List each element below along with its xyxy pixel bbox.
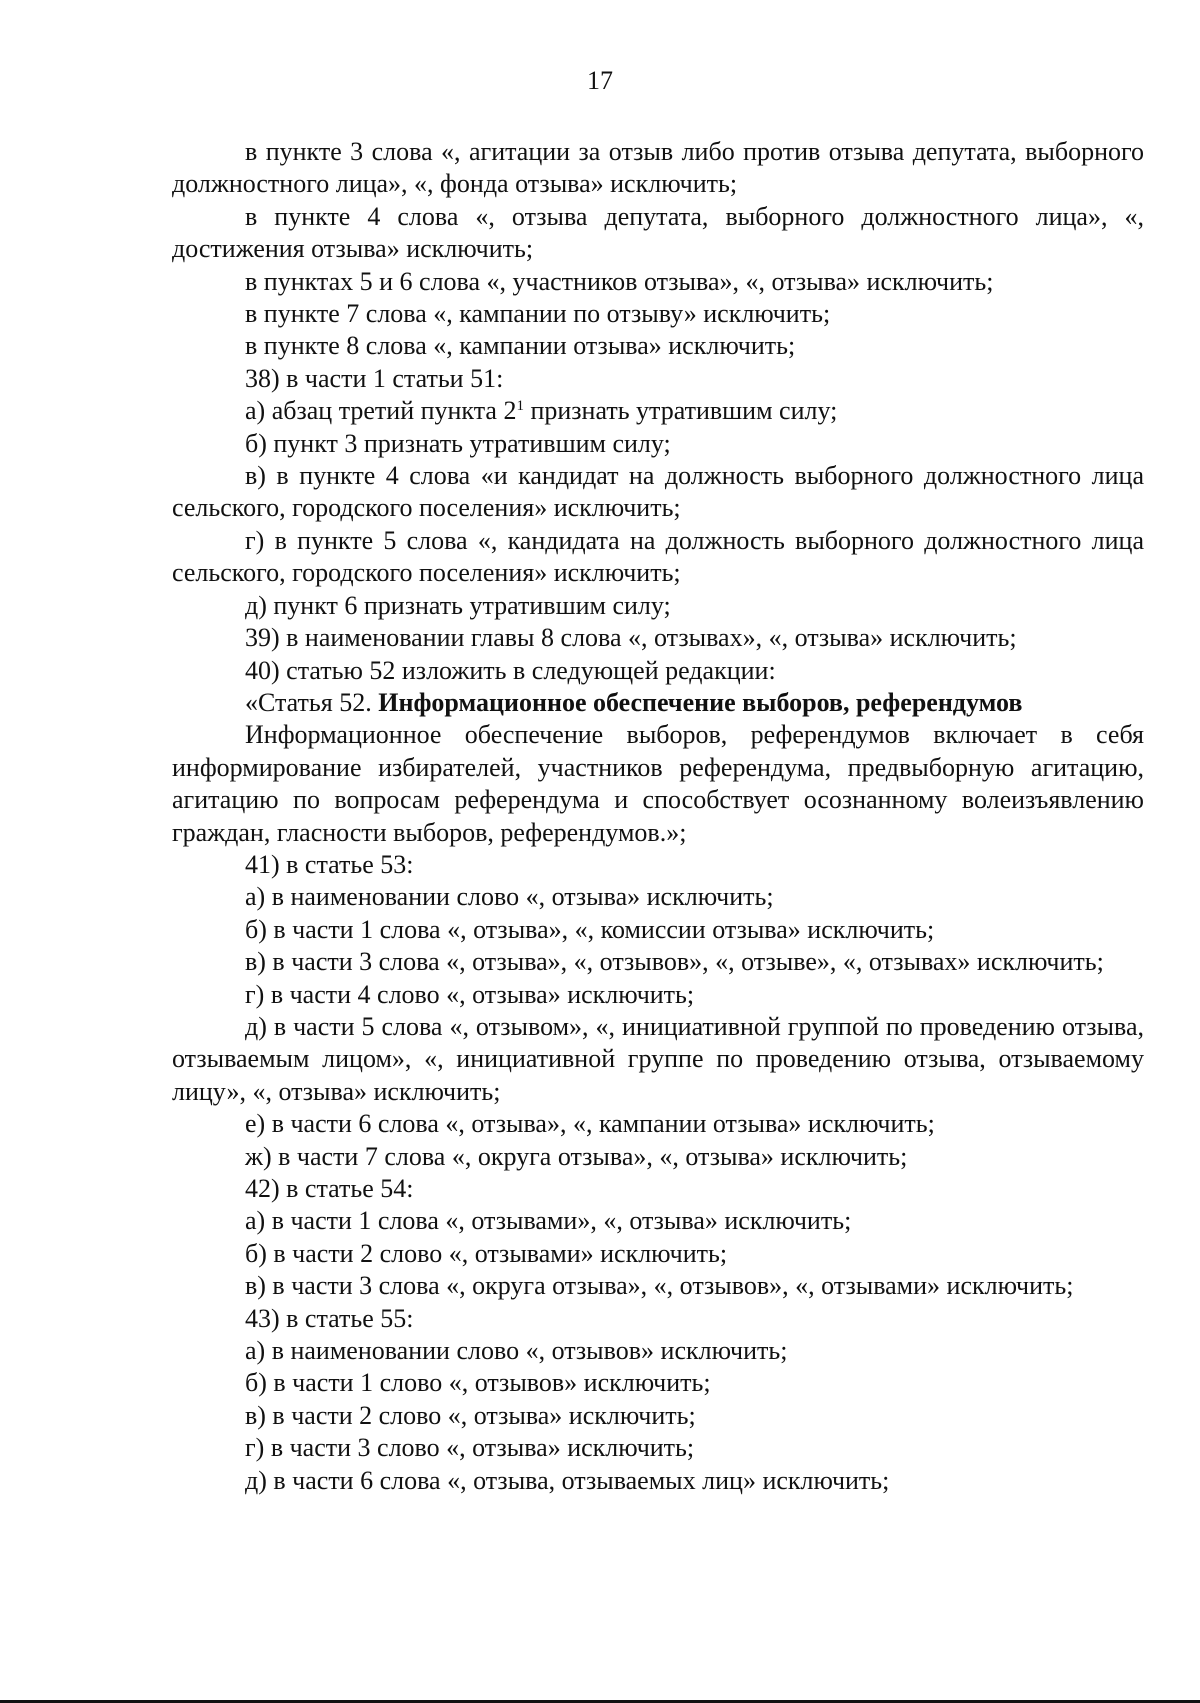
paragraph: а) в наименовании слово «, отзыва» исключить; — [245, 882, 774, 912]
paragraph: б) в части 1 слова «, отзыва», «, комиссии отзыва» исключить; — [245, 914, 935, 944]
paragraph: в) в части 2 слово «, отзыва» исключить; — [245, 1400, 696, 1430]
paragraph: б) пункт 3 признать утратившим силу; — [245, 428, 671, 458]
article-heading-title: Информационное обеспечение выборов, референдумов — [378, 687, 1023, 717]
paragraph: в пункте 3 слова «, агитации за отзыв либо против отзыва депутата, выборного должностного лица», «, фонда отзыва» исключить; — [172, 137, 1144, 199]
paragraph: д) пункт 6 признать утратившим силу; — [245, 590, 671, 620]
paragraph: 43) в статье 55: — [245, 1303, 414, 1333]
paragraph: Информационное обеспечение выборов, референдумов включает в себя информирование избирателей, участников референдума, предвыборную агитацию, агитацию по вопросам референдума и способствует осознанному волеизъявлению граждан, гласности выборов, референдумов.»; — [172, 720, 1144, 847]
paragraph: г) в части 3 слово «, отзыва» исключить; — [245, 1433, 695, 1463]
paragraph: г) в пункте 5 слова «, кандидата на должность выборного должностного лица сельского, городского поселения» исключить; — [172, 525, 1144, 588]
paragraph-with-superscript — [172, 395, 1144, 427]
paragraph: д) в части 6 слова «, отзыва, отзываемых лиц» исключить; — [245, 1465, 890, 1495]
paragraph: е) в части 6 слова «, отзыва», «, кампании отзыва» исключить; — [245, 1109, 935, 1139]
paragraph: 39) в наименовании главы 8 слова «, отзывах», «, отзыва» исключить; — [245, 623, 1017, 653]
paragraph: в) в части 3 слова «, отзыва», «, отзывов», «, отзыве», «, отзывах» исключить; — [245, 947, 1104, 977]
paragraph: в) в части 3 слова «, округа отзыва», «, отзывов», «, отзывами» исключить; — [245, 1271, 1074, 1301]
paragraph: г) в части 4 слово «, отзыва» исключить; — [245, 979, 695, 1009]
paragraph: ж) в части 7 слова «, округа отзыва», «, отзыва» исключить; — [245, 1141, 908, 1171]
article-heading-prefix: «Статья 52. — [245, 687, 379, 717]
paragraph: в пункте 4 слова «, отзыва депутата, выборного должностного лица», «, достижения отзыва» исключить; — [172, 201, 1144, 264]
page-number: 17 — [587, 66, 613, 95]
paragraph: а) в наименовании слово «, отзывов» исключить; — [245, 1336, 788, 1366]
paragraph: 42) в статье 54: — [245, 1174, 414, 1203]
paragraph: б) в части 1 слово «, отзывов» исключить; — [245, 1368, 711, 1398]
paragraph: 38) в части 1 статьи 51: — [245, 363, 504, 393]
paragraph: в пункте 7 слова «, кампании по отзыву» исключить; — [245, 299, 831, 329]
text-fragment: признать утратившим силу; — [523, 396, 838, 426]
article-heading — [172, 687, 1144, 719]
paragraph: а) в части 1 слова «, отзывами», «, отзыва» исключить; — [245, 1206, 852, 1236]
text-fragment: а) абзац третий пункта 2 — [245, 396, 517, 426]
paragraph: 41) в статье 53: — [245, 849, 414, 879]
paragraph: в пунктах 5 и 6 слова «, участников отзыва», «, отзыва» исключить; — [245, 266, 994, 296]
paragraph: 40) статью 52 изложить в следующей редакции: — [245, 655, 776, 685]
document-body — [172, 136, 1144, 1497]
paragraph: в) в пункте 4 слова «и кандидат на должность выборного должностного лица сельского, городского поселения» исключить; — [172, 461, 1144, 523]
paragraph: в пункте 8 слова «, кампании отзыва» исключить; — [245, 331, 796, 361]
paragraph: д) в части 5 слова «, отзывом», «, инициативной группой по проведению отзыва, отзываемым лицом», «, инициативной группе по проведению отзыва, отзываемому лицу», «, отзыва» исключить; — [172, 1011, 1144, 1106]
paragraph: б) в части 2 слово «, отзывами» исключить; — [245, 1238, 728, 1268]
superscript: 1 — [516, 398, 524, 415]
